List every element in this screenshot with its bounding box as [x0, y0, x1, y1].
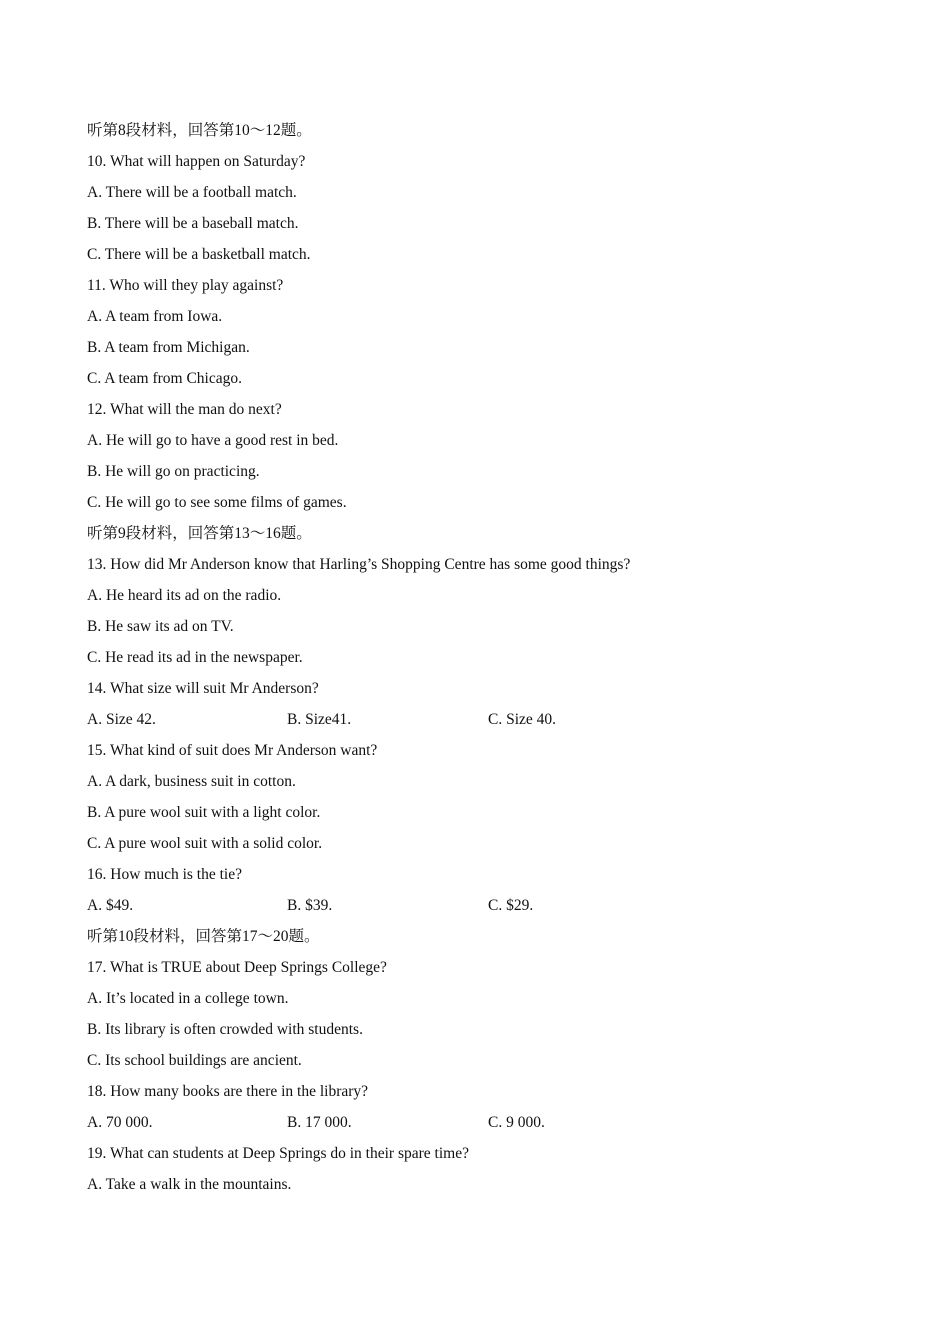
option-b: B. 17 000. — [287, 1114, 352, 1131]
option-line: B. He will go on practicing. — [87, 463, 260, 480]
option-row — [87, 890, 787, 921]
section-instruction: 听第9段材料，回答第13～16题。 — [87, 525, 312, 542]
option-line: B. A team from Michigan. — [87, 339, 250, 356]
question-10: 10. What will happen on Saturday? — [87, 153, 306, 170]
option-line: A. A team from Iowa. — [87, 308, 223, 325]
question-11: 11. Who will they play against? — [87, 277, 284, 294]
option-b: B. $39. — [287, 897, 333, 914]
option-line: B. He saw its ad on TV. — [87, 618, 234, 635]
option-line: C. A team from Chicago. — [87, 370, 242, 387]
option-c: C. Size 40. — [488, 711, 557, 728]
option-line: A. There will be a football match. — [87, 184, 297, 201]
option-line: C. Its school buildings are ancient. — [87, 1052, 302, 1069]
option-a: A. $49. — [87, 897, 134, 914]
question-18: 18. How many books are there in the library? — [87, 1083, 369, 1100]
question-14: 14. What size will suit Mr Anderson? — [87, 680, 319, 697]
option-line: A. It’s located in a college town. — [87, 990, 289, 1007]
question-19: 19. What can students at Deep Springs do in their spare time? — [87, 1145, 469, 1162]
option-b: B. Size41. — [287, 711, 352, 728]
option-row — [87, 1107, 787, 1138]
option-line: A. He will go to have a good rest in bed. — [87, 432, 339, 449]
section-instruction: 听第8段材料，回答第10～12题。 — [87, 122, 312, 139]
question-12: 12. What will the man do next? — [87, 401, 282, 418]
option-line: B. Its library is often crowded with students. — [87, 1021, 363, 1038]
option-line: B. A pure wool suit with a light color. — [87, 804, 321, 821]
option-line: C. He read its ad in the newspaper. — [87, 649, 303, 666]
option-line: C. There will be a basketball match. — [87, 246, 311, 263]
option-c: C. $29. — [488, 897, 534, 914]
option-line: B. There will be a baseball match. — [87, 215, 299, 232]
option-a: A. 70 000. — [87, 1114, 153, 1131]
option-c: C. 9 000. — [488, 1114, 545, 1131]
option-line: C. He will go to see some films of games. — [87, 494, 347, 511]
question-17: 17. What is TRUE about Deep Springs College? — [87, 959, 387, 976]
option-line: A. He heard its ad on the radio. — [87, 587, 282, 604]
option-a: A. Size 42. — [87, 711, 156, 728]
option-row — [87, 704, 787, 735]
question-15: 15. What kind of suit does Mr Anderson want? — [87, 742, 378, 759]
option-line: C. A pure wool suit with a solid color. — [87, 835, 323, 852]
question-13: 13. How did Mr Anderson know that Harling’s Shopping Centre has some good things? — [87, 556, 631, 573]
option-line: A. Take a walk in the mountains. — [87, 1176, 292, 1193]
option-line: A. A dark, business suit in cotton. — [87, 773, 296, 790]
question-16: 16. How much is the tie? — [87, 866, 242, 883]
section-instruction: 听第10段材料，回答第17～20题。 — [87, 928, 320, 945]
